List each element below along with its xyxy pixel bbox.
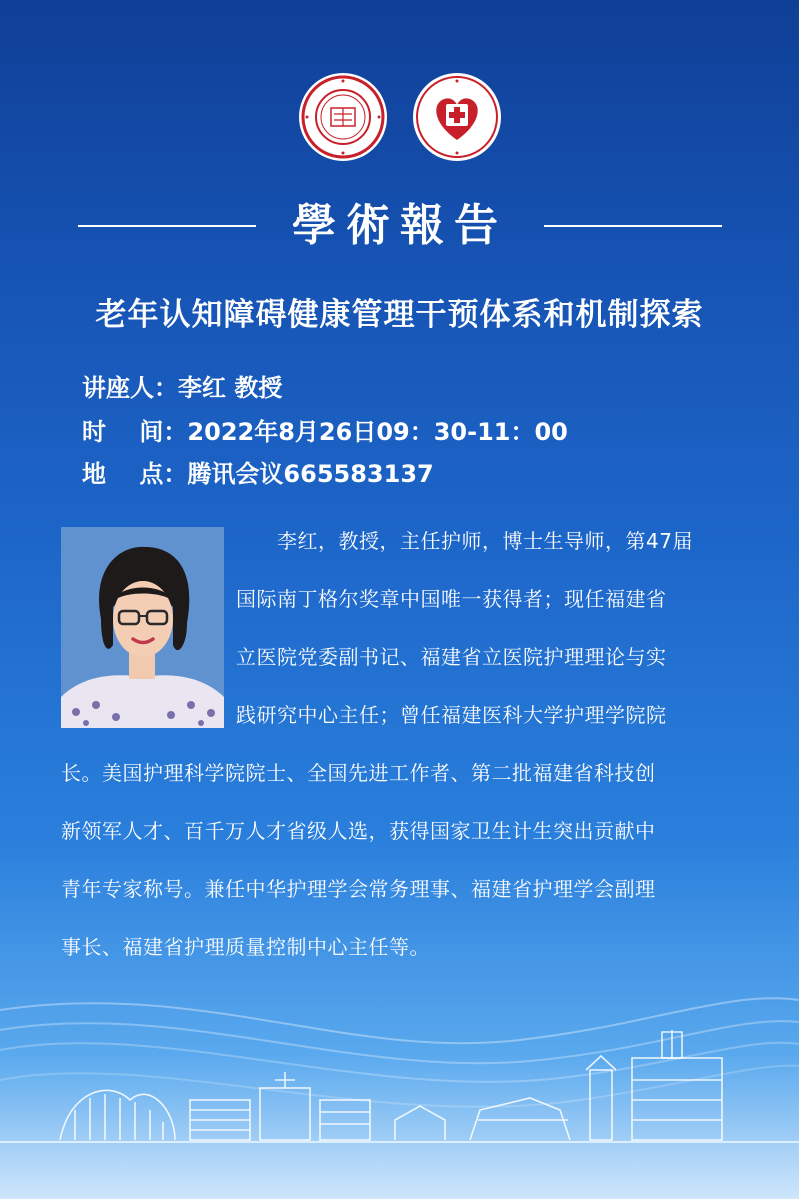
bio-line: 李红，教授，主任护师，博士生导师，第47届 bbox=[236, 529, 693, 553]
heading-divider-right bbox=[544, 225, 722, 227]
speaker-value: 李红 教授 bbox=[178, 374, 283, 402]
heading-row bbox=[0, 198, 799, 254]
bio-block-full-width bbox=[61, 744, 761, 976]
bio-line: 长。美国护理科学院院士、全国先进工作者、第二批福建省科技创 bbox=[61, 761, 656, 785]
time-row bbox=[82, 417, 568, 447]
bio-line: 国际南丁格尔奖章中国唯一获得者；现任福建省 bbox=[236, 587, 667, 611]
heading-divider-left bbox=[78, 225, 256, 227]
place-value: 腾讯会议665583137 bbox=[187, 460, 434, 488]
bio-line: 事长、福建省护理质量控制中心主任等。 bbox=[61, 935, 430, 959]
lecture-title: 老年认知障碍健康管理干预体系和机制探索 bbox=[95, 297, 704, 333]
bio-block-beside-photo bbox=[236, 512, 756, 744]
speaker-row bbox=[82, 373, 282, 403]
bio-line: 立医院党委副书记、福建省立医院护理理论与实 bbox=[236, 645, 667, 669]
bio-line: 青年专家称号。兼任中华护理学会常务理事、福建省护理学会副理 bbox=[61, 877, 656, 901]
nursing-school-logo bbox=[412, 72, 502, 162]
portrait-illustration bbox=[61, 527, 224, 728]
speaker-photo bbox=[61, 527, 224, 728]
bio-line: 新领军人才、百千万人才省级人选，获得国家卫生计生突出贡献中 bbox=[61, 819, 656, 843]
place-row bbox=[82, 459, 434, 489]
logo-row bbox=[0, 72, 799, 164]
time-label: 时 间： bbox=[82, 418, 188, 446]
page-heading: 學術報告 bbox=[292, 200, 508, 251]
soochow-university-logo bbox=[298, 72, 388, 162]
bio-line: 践研究中心主任；曾任福建医科大学护理学院院 bbox=[236, 703, 667, 727]
place-label: 地 点： bbox=[82, 460, 188, 488]
campus-skyline-illustration bbox=[0, 970, 799, 1199]
time-value: 2022年8月26日09：30-11：00 bbox=[187, 418, 568, 446]
speaker-label: 讲座人： bbox=[82, 374, 178, 402]
